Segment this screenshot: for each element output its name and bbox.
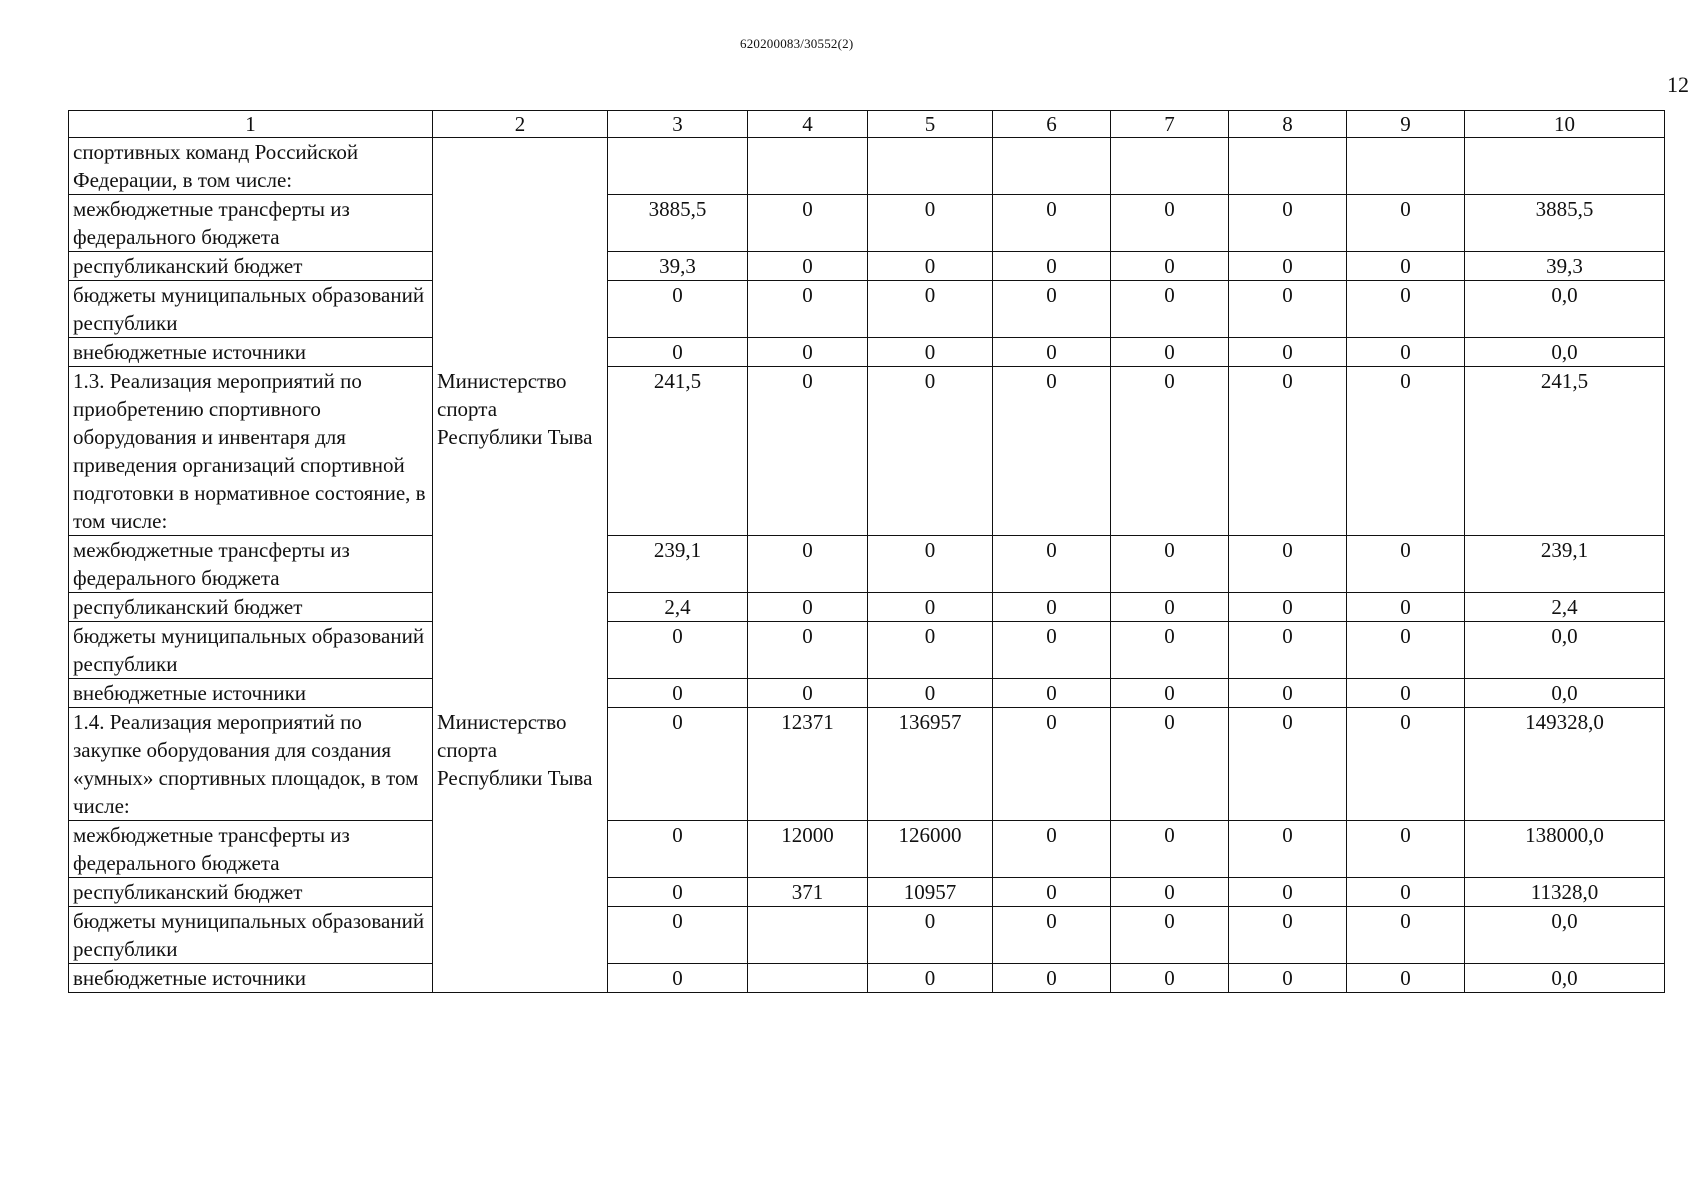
executor-cell — [433, 622, 608, 679]
row-name-cell: внебюджетные источники — [69, 964, 433, 993]
executor-cell — [433, 679, 608, 708]
value-cell-col-3 — [608, 138, 748, 195]
value-cell-col-10: 138000,0 — [1465, 821, 1665, 878]
column-number-3: 3 — [608, 111, 748, 138]
value-cell-col-8 — [1229, 138, 1347, 195]
value-cell-col-8: 0 — [1229, 907, 1347, 964]
value-cell-col-5: 10957 — [868, 878, 993, 907]
row-name-cell: бюджеты муниципальных образований республики — [69, 622, 433, 679]
row-name-cell: бюджеты муниципальных образований республики — [69, 281, 433, 338]
value-cell-col-6: 0 — [993, 593, 1111, 622]
executor-cell — [433, 138, 608, 195]
value-cell-col-7: 0 — [1111, 907, 1229, 964]
value-cell-col-6: 0 — [993, 679, 1111, 708]
value-cell-col-9: 0 — [1347, 679, 1465, 708]
row-name-cell: межбюджетные трансферты из федерального бюджета — [69, 821, 433, 878]
value-cell-col-7: 0 — [1111, 593, 1229, 622]
value-cell-col-9: 0 — [1347, 964, 1465, 993]
value-cell-col-8: 0 — [1229, 367, 1347, 536]
row-name-cell: бюджеты муниципальных образований республики — [69, 907, 433, 964]
column-number-1: 1 — [69, 111, 433, 138]
table-row — [69, 138, 1665, 195]
value-cell-col-9: 0 — [1347, 281, 1465, 338]
row-name-cell: республиканский бюджет — [69, 252, 433, 281]
value-cell-col-5: 0 — [868, 907, 993, 964]
column-number-9: 9 — [1347, 111, 1465, 138]
value-cell-col-4: 0 — [748, 536, 868, 593]
value-cell-col-6 — [993, 138, 1111, 195]
executor-cell: Министерство спорта Республики Тыва — [433, 367, 608, 536]
value-cell-col-9: 0 — [1347, 907, 1465, 964]
table-row — [69, 622, 1665, 679]
value-cell-col-7: 0 — [1111, 708, 1229, 821]
value-cell-col-4: 0 — [748, 252, 868, 281]
value-cell-col-7: 0 — [1111, 878, 1229, 907]
value-cell-col-3: 241,5 — [608, 367, 748, 536]
value-cell-col-6: 0 — [993, 536, 1111, 593]
value-cell-col-9: 0 — [1347, 708, 1465, 821]
value-cell-col-3: 0 — [608, 907, 748, 964]
value-cell-col-8: 0 — [1229, 593, 1347, 622]
value-cell-col-7 — [1111, 138, 1229, 195]
value-cell-col-8: 0 — [1229, 622, 1347, 679]
value-cell-col-3: 39,3 — [608, 252, 748, 281]
executor-cell — [433, 195, 608, 252]
value-cell-col-8: 0 — [1229, 536, 1347, 593]
value-cell-col-9: 0 — [1347, 536, 1465, 593]
row-name-cell: внебюджетные источники — [69, 679, 433, 708]
table-row — [69, 964, 1665, 993]
table-body — [69, 111, 1665, 993]
budget-table — [68, 110, 1665, 993]
table-row — [69, 708, 1665, 821]
value-cell-col-7: 0 — [1111, 252, 1229, 281]
executor-cell — [433, 593, 608, 622]
value-cell-col-8: 0 — [1229, 195, 1347, 252]
value-cell-col-4: 0 — [748, 622, 868, 679]
table-row — [69, 252, 1665, 281]
value-cell-col-8: 0 — [1229, 281, 1347, 338]
table-row — [69, 367, 1665, 536]
row-name-cell: республиканский бюджет — [69, 878, 433, 907]
value-cell-col-7: 0 — [1111, 536, 1229, 593]
value-cell-col-7: 0 — [1111, 195, 1229, 252]
row-name-cell: 1.3. Реализация мероприятий по приобретению спортивного оборудования и инвентаря для приведения организаций спортивной подготовки в нормативное состояние, в том числе: — [69, 367, 433, 536]
value-cell-col-10: 0,0 — [1465, 281, 1665, 338]
executor-cell — [433, 821, 608, 878]
executor-cell: Министерство спорта Республики Тыва — [433, 708, 608, 821]
value-cell-col-5: 0 — [868, 281, 993, 338]
value-cell-col-6: 0 — [993, 878, 1111, 907]
value-cell-col-4 — [748, 964, 868, 993]
value-cell-col-10: 241,5 — [1465, 367, 1665, 536]
value-cell-col-5: 0 — [868, 367, 993, 536]
value-cell-col-5: 0 — [868, 195, 993, 252]
table-row — [69, 907, 1665, 964]
table-row — [69, 536, 1665, 593]
table-row — [69, 821, 1665, 878]
value-cell-col-3: 0 — [608, 679, 748, 708]
value-cell-col-8: 0 — [1229, 821, 1347, 878]
table-row — [69, 679, 1665, 708]
column-number-2: 2 — [433, 111, 608, 138]
value-cell-col-5: 0 — [868, 536, 993, 593]
value-cell-col-6: 0 — [993, 708, 1111, 821]
value-cell-col-6: 0 — [993, 964, 1111, 993]
column-number-5: 5 — [868, 111, 993, 138]
column-number-row — [69, 111, 1665, 138]
row-name-cell: спортивных команд Российской Федерации, в том числе: — [69, 138, 433, 195]
value-cell-col-9: 0 — [1347, 195, 1465, 252]
executor-cell — [433, 338, 608, 367]
value-cell-col-5: 136957 — [868, 708, 993, 821]
column-number-6: 6 — [993, 111, 1111, 138]
value-cell-col-10: 149328,0 — [1465, 708, 1665, 821]
value-cell-col-4: 0 — [748, 281, 868, 338]
value-cell-col-9: 0 — [1347, 338, 1465, 367]
value-cell-col-9: 0 — [1347, 252, 1465, 281]
value-cell-col-8: 0 — [1229, 708, 1347, 821]
value-cell-col-4 — [748, 907, 868, 964]
row-name-cell: внебюджетные источники — [69, 338, 433, 367]
value-cell-col-9 — [1347, 138, 1465, 195]
value-cell-col-4: 0 — [748, 593, 868, 622]
value-cell-col-5: 0 — [868, 964, 993, 993]
value-cell-col-3: 0 — [608, 821, 748, 878]
value-cell-col-6: 0 — [993, 821, 1111, 878]
value-cell-col-7: 0 — [1111, 622, 1229, 679]
value-cell-col-10: 3885,5 — [1465, 195, 1665, 252]
value-cell-col-5: 126000 — [868, 821, 993, 878]
value-cell-col-4: 0 — [748, 195, 868, 252]
value-cell-col-6: 0 — [993, 622, 1111, 679]
column-number-7: 7 — [1111, 111, 1229, 138]
executor-cell — [433, 907, 608, 964]
table-row — [69, 338, 1665, 367]
value-cell-col-7: 0 — [1111, 367, 1229, 536]
value-cell-col-3: 2,4 — [608, 593, 748, 622]
document-number: 620200083/30552(2) — [740, 36, 854, 51]
value-cell-col-6: 0 — [993, 338, 1111, 367]
value-cell-col-9: 0 — [1347, 622, 1465, 679]
value-cell-col-6: 0 — [993, 195, 1111, 252]
value-cell-col-10: 0,0 — [1465, 338, 1665, 367]
executor-cell — [433, 281, 608, 338]
page-number: 12 — [1667, 72, 1689, 97]
value-cell-col-7: 0 — [1111, 679, 1229, 708]
value-cell-col-4: 12000 — [748, 821, 868, 878]
row-name-cell: межбюджетные трансферты из федерального бюджета — [69, 195, 433, 252]
value-cell-col-10: 0,0 — [1465, 964, 1665, 993]
value-cell-col-9: 0 — [1347, 367, 1465, 536]
value-cell-col-4: 371 — [748, 878, 868, 907]
value-cell-col-3: 0 — [608, 338, 748, 367]
value-cell-col-4: 12371 — [748, 708, 868, 821]
value-cell-col-10: 0,0 — [1465, 679, 1665, 708]
value-cell-col-8: 0 — [1229, 252, 1347, 281]
table-row — [69, 281, 1665, 338]
value-cell-col-9: 0 — [1347, 593, 1465, 622]
value-cell-col-5: 0 — [868, 622, 993, 679]
row-name-cell: республиканский бюджет — [69, 593, 433, 622]
value-cell-col-8: 0 — [1229, 679, 1347, 708]
value-cell-col-4: 0 — [748, 679, 868, 708]
value-cell-col-3: 0 — [608, 281, 748, 338]
value-cell-col-10: 2,4 — [1465, 593, 1665, 622]
value-cell-col-10: 239,1 — [1465, 536, 1665, 593]
value-cell-col-4: 0 — [748, 338, 868, 367]
value-cell-col-9: 0 — [1347, 878, 1465, 907]
value-cell-col-10: 39,3 — [1465, 252, 1665, 281]
value-cell-col-6: 0 — [993, 281, 1111, 338]
value-cell-col-10: 11328,0 — [1465, 878, 1665, 907]
value-cell-col-6: 0 — [993, 367, 1111, 536]
value-cell-col-7: 0 — [1111, 821, 1229, 878]
value-cell-col-10: 0,0 — [1465, 907, 1665, 964]
column-number-10: 10 — [1465, 111, 1665, 138]
value-cell-col-5: 0 — [868, 252, 993, 281]
value-cell-col-10 — [1465, 138, 1665, 195]
value-cell-col-3: 239,1 — [608, 536, 748, 593]
value-cell-col-8: 0 — [1229, 878, 1347, 907]
table-row — [69, 878, 1665, 907]
value-cell-col-10: 0,0 — [1465, 622, 1665, 679]
executor-cell — [433, 878, 608, 907]
row-name-cell: 1.4. Реализация мероприятий по закупке оборудования для создания «умных» спортивных площадок, в том числе: — [69, 708, 433, 821]
row-name-cell: межбюджетные трансферты из федерального бюджета — [69, 536, 433, 593]
value-cell-col-5: 0 — [868, 338, 993, 367]
value-cell-col-6: 0 — [993, 252, 1111, 281]
value-cell-col-9: 0 — [1347, 821, 1465, 878]
value-cell-col-6: 0 — [993, 907, 1111, 964]
table-row — [69, 593, 1665, 622]
value-cell-col-7: 0 — [1111, 281, 1229, 338]
value-cell-col-7: 0 — [1111, 964, 1229, 993]
table-row — [69, 195, 1665, 252]
executor-cell — [433, 252, 608, 281]
value-cell-col-4 — [748, 138, 868, 195]
executor-cell — [433, 964, 608, 993]
value-cell-col-3: 3885,5 — [608, 195, 748, 252]
column-number-8: 8 — [1229, 111, 1347, 138]
value-cell-col-5 — [868, 138, 993, 195]
value-cell-col-5: 0 — [868, 593, 993, 622]
value-cell-col-8: 0 — [1229, 964, 1347, 993]
value-cell-col-3: 0 — [608, 708, 748, 821]
value-cell-col-3: 0 — [608, 964, 748, 993]
value-cell-col-3: 0 — [608, 622, 748, 679]
value-cell-col-3: 0 — [608, 878, 748, 907]
column-number-4: 4 — [748, 111, 868, 138]
executor-cell — [433, 536, 608, 593]
value-cell-col-8: 0 — [1229, 338, 1347, 367]
value-cell-col-4: 0 — [748, 367, 868, 536]
value-cell-col-7: 0 — [1111, 338, 1229, 367]
value-cell-col-5: 0 — [868, 679, 993, 708]
